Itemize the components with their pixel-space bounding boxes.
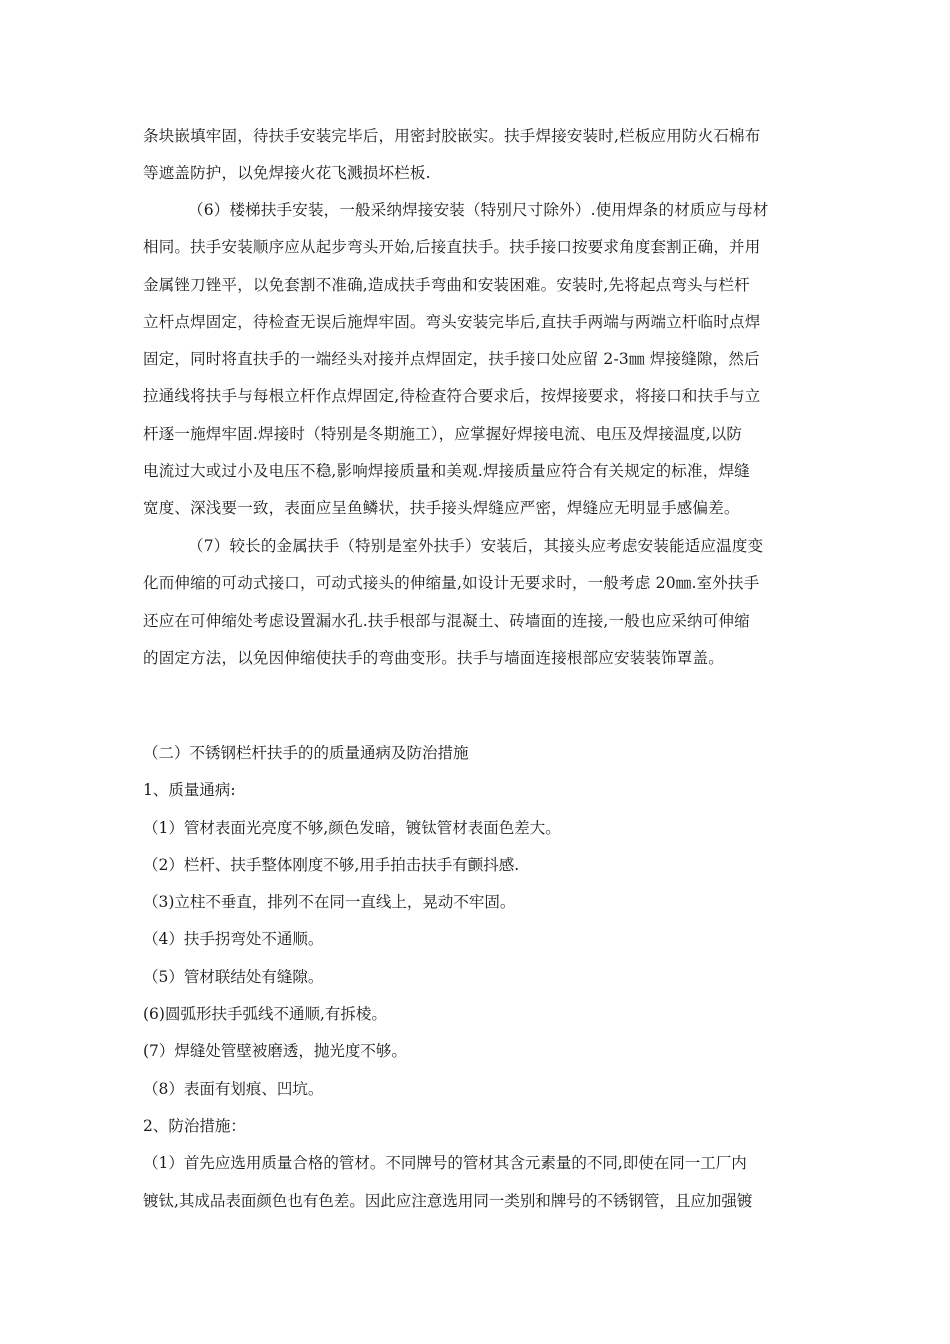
text-line: 电流过大或过小及电压不稳,影响焊接质量和美观.焊接质量应符合有关规定的标准，焊缝 <box>143 462 750 481</box>
subsection-heading-defects: 1、质量通病: <box>143 781 236 800</box>
text-line: 镀钛,其成品表面颜色也有色差。因此应注意选用同一类别和牌号的不锈钢管，且应加强镀 <box>143 1191 753 1210</box>
text-line: 固定，同时将直扶手的一端经头对接并点焊固定，扶手接口处应留 2-3㎜ 焊接缝隙，然后 <box>143 350 760 369</box>
section-heading: （二）不锈钢栏杆扶手的的质量通病及防治措施 <box>143 744 469 762</box>
paragraph-6 <box>143 192 815 528</box>
text-line: 等遮盖防护，以免焊接火花飞溅损坏栏板. <box>143 164 431 183</box>
text-line: 的固定方法，以免因伸缩使扶手的弯曲变形。扶手与墙面连接根部应安装装饰罩盖。 <box>143 648 724 667</box>
subsection-heading-measures: 2、防治措施： <box>143 1116 246 1135</box>
text-line: 立杆点焊固定，待检查无误后施焊牢固。弯头安装完毕后,直扶手两端与两端立杆临时点焊 <box>143 312 761 331</box>
text-line: 宽度、深浅要一致，表面应呈鱼鳞状，扶手接头焊缝应严密，焊缝应无明显手感偏差。 <box>143 499 740 518</box>
list-item: （3)立柱不垂直，排列不在同一直线上，晃动不牢固。 <box>143 893 516 912</box>
text-line: （7）较长的金属扶手（特别是室外扶手）安装后，其接头应考虑安装能适应温度变 <box>188 537 764 555</box>
text-line: 拉通线将扶手与每根立杆作点焊固定,待检查符合要求后，按焊接要求，将接口和扶手与立 <box>143 387 761 406</box>
paragraph-continuation <box>143 118 815 193</box>
text-line: 杆逐一施焊牢固.焊接时（特别是冬期施工），应掌握好焊接电流、电压及焊接温度,以防 <box>143 424 743 443</box>
text-line: （6）楼梯扶手安装，一般采纳焊接安装（特别尺寸除外）.使用焊条的材质应与母材 <box>188 201 769 219</box>
text-line: 化而伸缩的可动式接口，可动式接头的伸缩量,如设计无要求时，一般考虑 20㎜.室外扶手 <box>143 574 760 593</box>
text-line: 条块嵌填牢固，待扶手安装完毕后，用密封胶嵌实。扶手焊接安装时,栏板应用防火石棉布 <box>143 127 761 145</box>
text-line: 相同。扶手安装顺序应从起步弯头开始,后接直扶手。扶手接口按要求角度套割正确，并用 <box>143 238 761 257</box>
list-item: (7）焊缝处管壁被磨透，抛光度不够。 <box>143 1042 407 1061</box>
section-quality-defects <box>143 735 815 1220</box>
list-item: (6)圆弧形扶手弧线不通顺,有拆棱。 <box>143 1005 387 1024</box>
list-item: （2）栏杆、扶手整体刚度不够,用手拍击扶手有颤抖感. <box>143 855 520 874</box>
list-item: （8）表面有划痕、凹坑。 <box>143 1079 324 1098</box>
text-line: 还应在可伸缩处考虑设置漏水孔.扶手根部与混凝土、砖墙面的连接,一般也应采纳可伸缩 <box>143 611 750 630</box>
list-item: （1）管材表面光亮度不够,颜色发暗，镀钛管材表面色差大。 <box>143 818 561 837</box>
text-line: 金属锉刀锉平，以免套割不准确,造成扶手弯曲和安装困难。安装时,先将起点弯头与栏杆 <box>143 275 750 294</box>
text-line: （1）首先应选用质量合格的管材。不同牌号的管材其含元素量的不同,即使在同一工厂内 <box>143 1154 747 1173</box>
paragraph-7 <box>143 528 815 677</box>
list-item: （4）扶手拐弯处不通顺。 <box>143 930 324 949</box>
list-item: （5）管材联结处有缝隙。 <box>143 967 324 986</box>
